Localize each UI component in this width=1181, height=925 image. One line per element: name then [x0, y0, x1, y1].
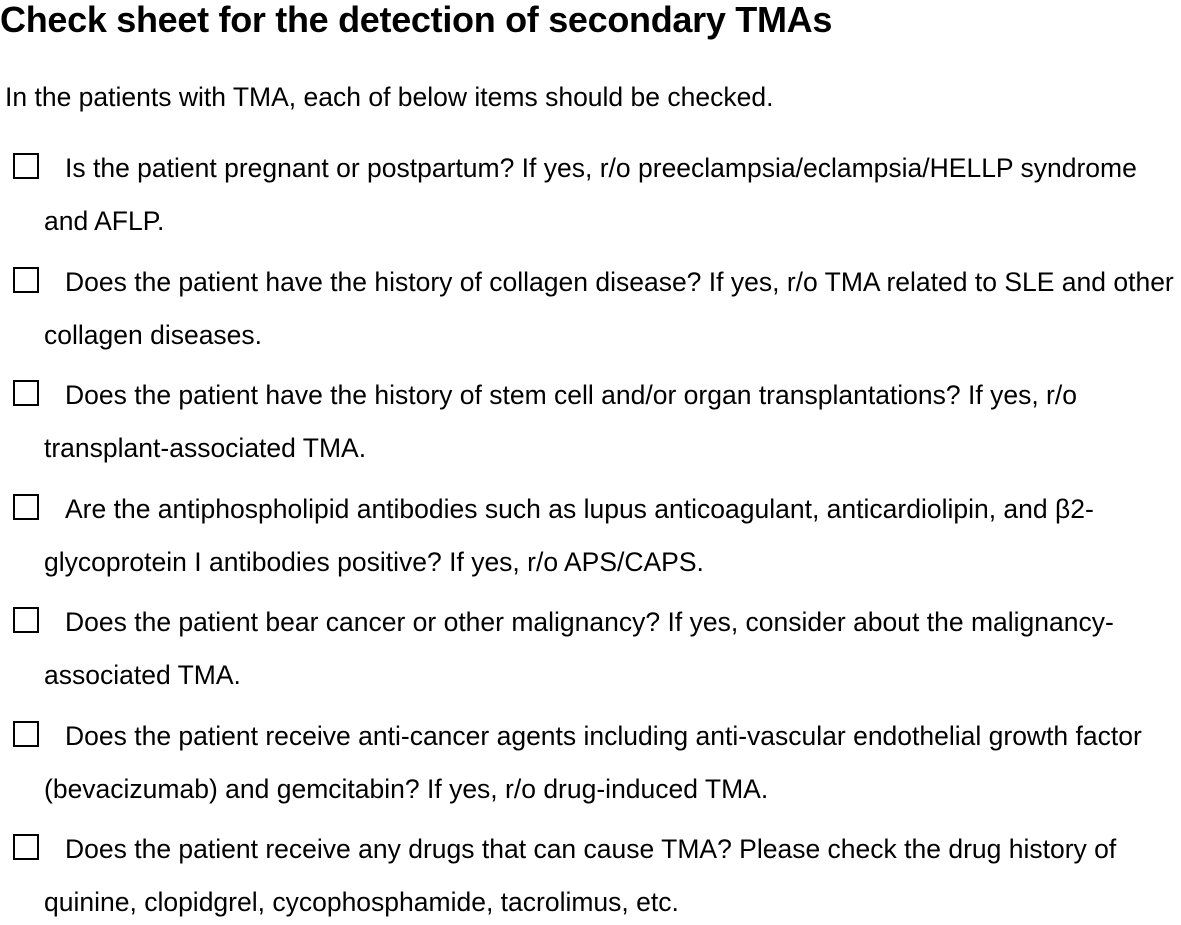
checklist-item-malignancy [0, 604, 1181, 718]
checkbox-transplantation[interactable] [13, 380, 39, 406]
checkbox-antiphospholipid[interactable] [13, 494, 39, 520]
page-title: Check sheet for the detection of secondary TMAs [0, 0, 833, 40]
checkbox-anti-cancer-agents[interactable] [13, 721, 39, 747]
checklist-item-antiphospholipid [0, 491, 1181, 605]
checkbox-drug-history[interactable] [13, 834, 39, 860]
checklist-item-text: Is the patient pregnant or postpartum? If yes, r/o preeclampsia/eclampsia/HELLP syndrome and AFLP. [44, 153, 1137, 236]
checklist [0, 150, 1181, 925]
checklist-item-pregnancy [0, 150, 1181, 264]
checklist-item-transplantation [0, 377, 1181, 491]
checklist-item-anti-cancer-agents [0, 718, 1181, 832]
checklist-item-drug-history [0, 831, 1181, 925]
intro-text: In the patients with TMA, each of below items should be checked. [5, 82, 774, 112]
checkbox-collagen-disease[interactable] [13, 267, 39, 293]
checklist-item-text: Does the patient receive anti-cancer agents including anti-vascular endothelial growth factor (bevacizumab) and gemcitabin? If yes, r/o drug-induced TMA. [44, 720, 1142, 804]
checklist-item-text: Are the antiphospholipid antibodies such as lupus anticoagulant, anticardiolipin, and β2-glycoprotein I antibodies positive? If yes, r/o APS/CAPS. [44, 493, 1094, 577]
checkbox-pregnancy[interactable] [13, 153, 39, 179]
checklist-item-text: Does the patient have the history of collagen disease? If yes, r/o TMA related to SLE and other collagen diseases. [44, 266, 1174, 350]
checklist-item-text: Does the patient receive any drugs that can cause TMA? Please check the drug history of quinine, clopidgrel, cycophosphamide, tacrolimus, etc. [44, 834, 1117, 917]
checklist-item-collagen-disease [0, 264, 1181, 378]
checklist-item-text: Does the patient bear cancer or other malignancy? If yes, consider about the malignancy-associated TMA. [44, 607, 1114, 690]
checkbox-malignancy[interactable] [13, 607, 39, 633]
checklist-item-text: Does the patient have the history of stem cell and/or organ transplantations? If yes, r/o transplant-associated TMA. [44, 380, 1077, 463]
